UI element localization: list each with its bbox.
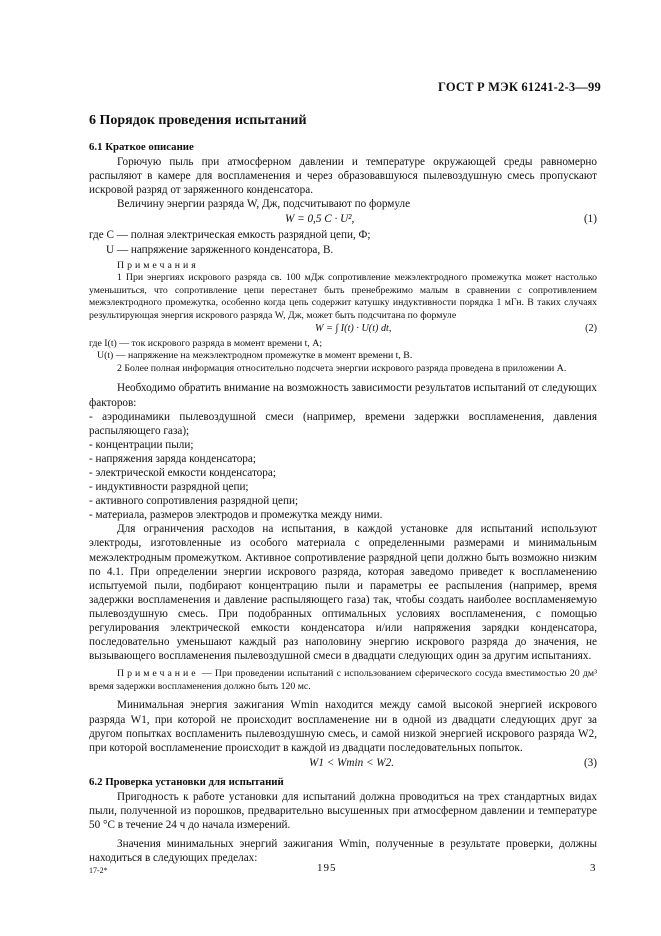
section-title: 6 Порядок проведения испытаний xyxy=(89,113,307,128)
paragraph: Минимальная энергия зажигания Wmin находится между самой высокой энергией искрового разряда W1, при которой не происходит воспламенение ни в одной из двадцати следующих друг за другом попытках воспламенить пылевоздушную смесь, и самой низкой энергией искрового разряда W2, при которой воспламенение происходит в каждой из двадцати последовательных попыток. xyxy=(89,699,597,754)
where-line: где I(t) — ток искрового разряда в момент времени t, А; xyxy=(89,337,323,349)
formula-1-expression: W = 0,5 C · U², xyxy=(285,213,355,226)
subsection-title-6-1: 6.1 Краткое описание xyxy=(89,141,194,153)
factors-list xyxy=(89,410,597,523)
paragraph: Величину энергии разряда W, Дж, подсчитывают по формуле xyxy=(117,198,411,211)
formula-3-expression: W1 < Wmin < W2. xyxy=(309,756,395,769)
paragraph: Горючую пыль при атмосферном давлении и температуре окружающей среды равномерно распыляют в камере для воспламенения и через образовавшуюся пылевоздушную смесь пропускают искровой разряд от заряженного конденсатора. xyxy=(89,156,597,197)
formula-2-expression: W = ∫ I(t) · U(t) dt, xyxy=(315,322,392,334)
list-item: - активного сопротивления разрядной цепи; xyxy=(89,495,299,508)
notes-block xyxy=(89,260,597,376)
notes-heading: Примечания xyxy=(117,259,199,271)
note-3 xyxy=(89,668,597,693)
document-header: ГОСТ Р МЭК 61241-2-3—99 xyxy=(438,80,601,94)
paragraph: Необходимо обратить внимание на возможность зависимости результатов испытаний от следующих факторов: xyxy=(89,382,597,409)
formula-2-number: (2) xyxy=(585,322,597,334)
formula-1-number: (1) xyxy=(583,213,597,226)
note-1: 1 При энергиях искрового разряда св. 100 мДж сопротивление межэлектродного промежутка может настолько уменьшиться, что сопротивление цепи перестанет быть пренебрежимо малым в сравнении с сопротивлением межэлектродного промежутка, особенно когда цепь содержит катушку индуктивности порядка 1 мГн. В таких случаях результирующая энергия искрового разряда W, Дж, может быть подсчитана по формуле xyxy=(89,272,597,322)
list-item: - концентрации пыли; xyxy=(89,438,194,451)
list-item: - индуктивности разрядной цепи; xyxy=(89,481,249,494)
formula-2 xyxy=(89,323,597,338)
list-item: - материала, размеров электродов и промежутка между ними. xyxy=(89,509,383,522)
page-content xyxy=(89,140,597,865)
where-line: U(t) — напряжение на межэлектродном промежутке в момент времени t, В. xyxy=(97,350,413,362)
note-2: 2 Более полная информация относительно подсчета энергии искрового разряда проведена в приложении А. xyxy=(117,362,567,374)
subsection-title-6-2: 6.2 Проверка установки для испытаний xyxy=(89,775,284,788)
paragraph: Для ограничения расходов на испытания, в каждой установке для испытаний используют электроды, изготовленные из особого материала с определенными размерами и минимальным межэлектродным промежутком. Активное сопротивление разрядной цепи должно быть возможно низким по 4.1. При определении энергии искрового разряда, которая заведомо приведет к воспламенению испытуемой пыли, подбирают концентрацию пыли и параметры ее распыления (например, время задержки воспламенения и давление распыляющего газа) так, чтобы создать наиболее воспламеняемую пылевоздушную смесь. При подобранных оптимальных условиях воспламенения, с помощью регулирования электрической емкости конденсатора и/или напряжения зарядки конденсатора, последовательно уменьшают каждый раз наполовину энергию искрового разряда до значения, не вызывающего воспламенения пылевоздушной смеси в двадцати следующих один за другим испытаниях. xyxy=(89,523,597,663)
list-item: - электрической емкости конденсатора; xyxy=(89,466,276,479)
formula-3-number: (3) xyxy=(583,756,597,769)
where-line: где C — полная электрическая емкость разрядной цепи, Ф; xyxy=(89,229,371,242)
list-item: - напряжения заряда конденсатора; xyxy=(89,452,256,465)
footer-page-number: 195 xyxy=(317,862,337,874)
where-line: U — напряжение заряженного конденсатора, В. xyxy=(106,243,334,256)
note-3-text: — При проведении испытаний с использованием сферического сосуда вместимостью 20 дм³ время задержки воспламенения должно быть 120 мс. xyxy=(89,668,597,692)
footer-sheet-number: 3 xyxy=(590,862,596,874)
list-item: - аэродинамики пылевоздушной смеси (например, времени задержки воспламенения, давления распыляющего газа); xyxy=(89,410,597,437)
paragraph: Значения минимальных энергий зажигания Wmin, полученные в результате проверки, должны находиться в следующих пределах: xyxy=(89,838,597,865)
formula-3 xyxy=(89,755,597,772)
footer-code: 17-2* xyxy=(89,866,108,875)
paragraph: Пригодность к работе установки для испытаний должна проводиться на трех стандартных видах пыли, полученной из порошков, предварительно высушенных при атмосферном давлении и температуре 50 °С в течение 24 ч до начала измерений. xyxy=(89,790,597,832)
formula-1 xyxy=(89,211,597,228)
note-3-heading: Примечание xyxy=(117,668,199,680)
